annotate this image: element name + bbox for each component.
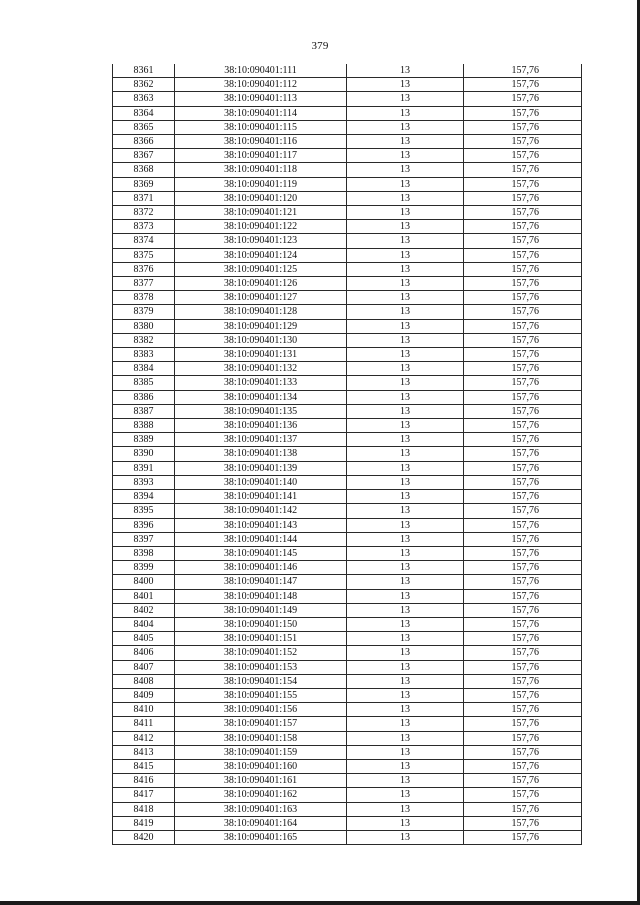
row-number-cell: 8406 xyxy=(113,646,175,660)
area-cell: 157,76 xyxy=(464,504,582,518)
quantity-cell: 13 xyxy=(347,561,464,575)
quantity-cell: 13 xyxy=(347,603,464,617)
quantity-cell: 13 xyxy=(347,78,464,92)
area-cell: 157,76 xyxy=(464,759,582,773)
row-number-cell: 8376 xyxy=(113,262,175,276)
area-cell: 157,76 xyxy=(464,291,582,305)
row-number-cell: 8361 xyxy=(113,64,175,78)
area-cell: 157,76 xyxy=(464,419,582,433)
cadastral-number-cell: 38:10:090401:127 xyxy=(175,291,347,305)
cadastral-number-cell: 38:10:090401:150 xyxy=(175,617,347,631)
quantity-cell: 13 xyxy=(347,64,464,78)
quantity-cell: 13 xyxy=(347,461,464,475)
data-table xyxy=(112,64,582,845)
area-cell: 157,76 xyxy=(464,120,582,134)
row-number-cell: 8408 xyxy=(113,674,175,688)
quantity-cell: 13 xyxy=(347,177,464,191)
quantity-cell: 13 xyxy=(347,120,464,134)
area-cell: 157,76 xyxy=(464,646,582,660)
quantity-cell: 13 xyxy=(347,745,464,759)
quantity-cell: 13 xyxy=(347,248,464,262)
quantity-cell: 13 xyxy=(347,816,464,830)
row-number-cell: 8404 xyxy=(113,617,175,631)
cadastral-number-cell: 38:10:090401:124 xyxy=(175,248,347,262)
table-row xyxy=(113,674,582,688)
row-number-cell: 8364 xyxy=(113,106,175,120)
table-row xyxy=(113,745,582,759)
cadastral-number-cell: 38:10:090401:151 xyxy=(175,632,347,646)
table-row xyxy=(113,688,582,702)
area-cell: 157,76 xyxy=(464,64,582,78)
table-row xyxy=(113,546,582,560)
cadastral-number-cell: 38:10:090401:158 xyxy=(175,731,347,745)
table-row xyxy=(113,518,582,532)
quantity-cell: 13 xyxy=(347,92,464,106)
area-cell: 157,76 xyxy=(464,362,582,376)
row-number-cell: 8362 xyxy=(113,78,175,92)
area-cell: 157,76 xyxy=(464,78,582,92)
cadastral-number-cell: 38:10:090401:145 xyxy=(175,546,347,560)
area-cell: 157,76 xyxy=(464,774,582,788)
cadastral-number-cell: 38:10:090401:111 xyxy=(175,64,347,78)
quantity-cell: 13 xyxy=(347,262,464,276)
row-number-cell: 8401 xyxy=(113,589,175,603)
quantity-cell: 13 xyxy=(347,532,464,546)
table-row xyxy=(113,163,582,177)
cadastral-number-cell: 38:10:090401:137 xyxy=(175,433,347,447)
table-row xyxy=(113,234,582,248)
cadastral-number-cell: 38:10:090401:157 xyxy=(175,717,347,731)
table-row xyxy=(113,461,582,475)
row-number-cell: 8383 xyxy=(113,348,175,362)
cadastral-number-cell: 38:10:090401:118 xyxy=(175,163,347,177)
cadastral-number-cell: 38:10:090401:152 xyxy=(175,646,347,660)
quantity-cell: 13 xyxy=(347,135,464,149)
quantity-cell: 13 xyxy=(347,703,464,717)
cadastral-number-cell: 38:10:090401:165 xyxy=(175,830,347,844)
cadastral-number-cell: 38:10:090401:154 xyxy=(175,674,347,688)
area-cell: 157,76 xyxy=(464,404,582,418)
quantity-cell: 13 xyxy=(347,220,464,234)
table-row xyxy=(113,774,582,788)
row-number-cell: 8366 xyxy=(113,135,175,149)
cadastral-number-cell: 38:10:090401:146 xyxy=(175,561,347,575)
row-number-cell: 8363 xyxy=(113,92,175,106)
quantity-cell: 13 xyxy=(347,660,464,674)
quantity-cell: 13 xyxy=(347,291,464,305)
cadastral-number-cell: 38:10:090401:153 xyxy=(175,660,347,674)
table-row xyxy=(113,106,582,120)
area-cell: 157,76 xyxy=(464,717,582,731)
cadastral-number-cell: 38:10:090401:159 xyxy=(175,745,347,759)
cadastral-number-cell: 38:10:090401:121 xyxy=(175,206,347,220)
cadastral-number-cell: 38:10:090401:162 xyxy=(175,788,347,802)
area-cell: 157,76 xyxy=(464,575,582,589)
cadastral-number-cell: 38:10:090401:123 xyxy=(175,234,347,248)
cadastral-number-cell: 38:10:090401:113 xyxy=(175,92,347,106)
quantity-cell: 13 xyxy=(347,490,464,504)
cadastral-number-cell: 38:10:090401:117 xyxy=(175,149,347,163)
area-cell: 157,76 xyxy=(464,191,582,205)
quantity-cell: 13 xyxy=(347,717,464,731)
quantity-cell: 13 xyxy=(347,319,464,333)
table-row xyxy=(113,816,582,830)
table-row xyxy=(113,475,582,489)
table-row xyxy=(113,759,582,773)
area-cell: 157,76 xyxy=(464,745,582,759)
area-cell: 157,76 xyxy=(464,830,582,844)
row-number-cell: 8398 xyxy=(113,546,175,560)
area-cell: 157,76 xyxy=(464,475,582,489)
area-cell: 157,76 xyxy=(464,461,582,475)
quantity-cell: 13 xyxy=(347,206,464,220)
row-number-cell: 8386 xyxy=(113,390,175,404)
table-row xyxy=(113,433,582,447)
quantity-cell: 13 xyxy=(347,774,464,788)
table-row xyxy=(113,319,582,333)
quantity-cell: 13 xyxy=(347,419,464,433)
area-cell: 157,76 xyxy=(464,731,582,745)
row-number-cell: 8415 xyxy=(113,759,175,773)
cadastral-number-cell: 38:10:090401:142 xyxy=(175,504,347,518)
row-number-cell: 8388 xyxy=(113,419,175,433)
area-cell: 157,76 xyxy=(464,262,582,276)
row-number-cell: 8382 xyxy=(113,333,175,347)
table-row xyxy=(113,717,582,731)
table-row xyxy=(113,561,582,575)
quantity-cell: 13 xyxy=(347,447,464,461)
cadastral-number-cell: 38:10:090401:115 xyxy=(175,120,347,134)
table-row xyxy=(113,419,582,433)
area-cell: 157,76 xyxy=(464,660,582,674)
table-row xyxy=(113,92,582,106)
area-cell: 157,76 xyxy=(464,617,582,631)
area-cell: 157,76 xyxy=(464,305,582,319)
cadastral-number-cell: 38:10:090401:126 xyxy=(175,277,347,291)
quantity-cell: 13 xyxy=(347,106,464,120)
row-number-cell: 8371 xyxy=(113,191,175,205)
row-number-cell: 8397 xyxy=(113,532,175,546)
table-row xyxy=(113,390,582,404)
area-cell: 157,76 xyxy=(464,319,582,333)
table-row xyxy=(113,603,582,617)
quantity-cell: 13 xyxy=(347,191,464,205)
scan-border-bottom xyxy=(0,901,640,905)
quantity-cell: 13 xyxy=(347,362,464,376)
table-row xyxy=(113,248,582,262)
table-row xyxy=(113,532,582,546)
row-number-cell: 8393 xyxy=(113,475,175,489)
table-row xyxy=(113,305,582,319)
table-row xyxy=(113,149,582,163)
row-number-cell: 8384 xyxy=(113,362,175,376)
quantity-cell: 13 xyxy=(347,802,464,816)
row-number-cell: 8373 xyxy=(113,220,175,234)
cadastral-number-cell: 38:10:090401:133 xyxy=(175,376,347,390)
area-cell: 157,76 xyxy=(464,518,582,532)
cadastral-number-cell: 38:10:090401:120 xyxy=(175,191,347,205)
quantity-cell: 13 xyxy=(347,731,464,745)
cadastral-number-cell: 38:10:090401:136 xyxy=(175,419,347,433)
row-number-cell: 8396 xyxy=(113,518,175,532)
quantity-cell: 13 xyxy=(347,646,464,660)
cadastral-number-cell: 38:10:090401:156 xyxy=(175,703,347,717)
row-number-cell: 8379 xyxy=(113,305,175,319)
area-cell: 157,76 xyxy=(464,802,582,816)
row-number-cell: 8399 xyxy=(113,561,175,575)
area-cell: 157,76 xyxy=(464,277,582,291)
row-number-cell: 8411 xyxy=(113,717,175,731)
row-number-cell: 8402 xyxy=(113,603,175,617)
cadastral-number-cell: 38:10:090401:122 xyxy=(175,220,347,234)
cadastral-number-cell: 38:10:090401:112 xyxy=(175,78,347,92)
cadastral-number-cell: 38:10:090401:149 xyxy=(175,603,347,617)
cadastral-number-cell: 38:10:090401:132 xyxy=(175,362,347,376)
area-cell: 157,76 xyxy=(464,220,582,234)
row-number-cell: 8385 xyxy=(113,376,175,390)
row-number-cell: 8405 xyxy=(113,632,175,646)
area-cell: 157,76 xyxy=(464,348,582,362)
table-row xyxy=(113,135,582,149)
quantity-cell: 13 xyxy=(347,632,464,646)
quantity-cell: 13 xyxy=(347,376,464,390)
cadastral-number-cell: 38:10:090401:130 xyxy=(175,333,347,347)
cadastral-number-cell: 38:10:090401:160 xyxy=(175,759,347,773)
table-row xyxy=(113,348,582,362)
row-number-cell: 8372 xyxy=(113,206,175,220)
quantity-cell: 13 xyxy=(347,277,464,291)
cadastral-number-cell: 38:10:090401:125 xyxy=(175,262,347,276)
table-body xyxy=(113,64,582,845)
table-row xyxy=(113,660,582,674)
area-cell: 157,76 xyxy=(464,603,582,617)
table-row xyxy=(113,333,582,347)
area-cell: 157,76 xyxy=(464,206,582,220)
cadastral-number-cell: 38:10:090401:134 xyxy=(175,390,347,404)
cadastral-number-cell: 38:10:090401:144 xyxy=(175,532,347,546)
area-cell: 157,76 xyxy=(464,788,582,802)
area-cell: 157,76 xyxy=(464,433,582,447)
cadastral-number-cell: 38:10:090401:155 xyxy=(175,688,347,702)
table-row xyxy=(113,802,582,816)
area-cell: 157,76 xyxy=(464,149,582,163)
row-number-cell: 8390 xyxy=(113,447,175,461)
area-cell: 157,76 xyxy=(464,106,582,120)
cadastral-number-cell: 38:10:090401:163 xyxy=(175,802,347,816)
cadastral-number-cell: 38:10:090401:135 xyxy=(175,404,347,418)
area-cell: 157,76 xyxy=(464,248,582,262)
table-row xyxy=(113,262,582,276)
area-cell: 157,76 xyxy=(464,390,582,404)
cadastral-number-cell: 38:10:090401:140 xyxy=(175,475,347,489)
cadastral-number-cell: 38:10:090401:129 xyxy=(175,319,347,333)
table-row xyxy=(113,376,582,390)
quantity-cell: 13 xyxy=(347,518,464,532)
table-row xyxy=(113,617,582,631)
area-cell: 157,76 xyxy=(464,561,582,575)
quantity-cell: 13 xyxy=(347,149,464,163)
area-cell: 157,76 xyxy=(464,546,582,560)
row-number-cell: 8389 xyxy=(113,433,175,447)
row-number-cell: 8374 xyxy=(113,234,175,248)
quantity-cell: 13 xyxy=(347,504,464,518)
cadastral-number-cell: 38:10:090401:161 xyxy=(175,774,347,788)
cadastral-number-cell: 38:10:090401:116 xyxy=(175,135,347,149)
table-row xyxy=(113,177,582,191)
area-cell: 157,76 xyxy=(464,177,582,191)
quantity-cell: 13 xyxy=(347,390,464,404)
row-number-cell: 8367 xyxy=(113,149,175,163)
row-number-cell: 8410 xyxy=(113,703,175,717)
cadastral-number-cell: 38:10:090401:164 xyxy=(175,816,347,830)
table-row xyxy=(113,120,582,134)
table-row xyxy=(113,731,582,745)
quantity-cell: 13 xyxy=(347,333,464,347)
quantity-cell: 13 xyxy=(347,688,464,702)
table-row xyxy=(113,589,582,603)
area-cell: 157,76 xyxy=(464,163,582,177)
area-cell: 157,76 xyxy=(464,816,582,830)
quantity-cell: 13 xyxy=(347,546,464,560)
row-number-cell: 8416 xyxy=(113,774,175,788)
quantity-cell: 13 xyxy=(347,348,464,362)
area-cell: 157,76 xyxy=(464,674,582,688)
quantity-cell: 13 xyxy=(347,617,464,631)
cadastral-number-cell: 38:10:090401:141 xyxy=(175,490,347,504)
table-row xyxy=(113,646,582,660)
table-row xyxy=(113,78,582,92)
table-row xyxy=(113,64,582,78)
area-cell: 157,76 xyxy=(464,447,582,461)
quantity-cell: 13 xyxy=(347,475,464,489)
row-number-cell: 8413 xyxy=(113,745,175,759)
area-cell: 157,76 xyxy=(464,632,582,646)
area-cell: 157,76 xyxy=(464,490,582,504)
row-number-cell: 8378 xyxy=(113,291,175,305)
table-row xyxy=(113,490,582,504)
row-number-cell: 8394 xyxy=(113,490,175,504)
table-row xyxy=(113,220,582,234)
cadastral-number-cell: 38:10:090401:148 xyxy=(175,589,347,603)
row-number-cell: 8412 xyxy=(113,731,175,745)
table-row xyxy=(113,191,582,205)
quantity-cell: 13 xyxy=(347,163,464,177)
row-number-cell: 8380 xyxy=(113,319,175,333)
quantity-cell: 13 xyxy=(347,674,464,688)
cadastral-number-cell: 38:10:090401:143 xyxy=(175,518,347,532)
cadastral-number-cell: 38:10:090401:119 xyxy=(175,177,347,191)
quantity-cell: 13 xyxy=(347,589,464,603)
area-cell: 157,76 xyxy=(464,333,582,347)
row-number-cell: 8400 xyxy=(113,575,175,589)
table-row xyxy=(113,632,582,646)
row-number-cell: 8407 xyxy=(113,660,175,674)
cadastral-number-cell: 38:10:090401:147 xyxy=(175,575,347,589)
quantity-cell: 13 xyxy=(347,404,464,418)
cadastral-number-cell: 38:10:090401:139 xyxy=(175,461,347,475)
cadastral-number-cell: 38:10:090401:131 xyxy=(175,348,347,362)
quantity-cell: 13 xyxy=(347,759,464,773)
quantity-cell: 13 xyxy=(347,575,464,589)
quantity-cell: 13 xyxy=(347,830,464,844)
table-row xyxy=(113,575,582,589)
row-number-cell: 8375 xyxy=(113,248,175,262)
row-number-cell: 8419 xyxy=(113,816,175,830)
table-row xyxy=(113,504,582,518)
quantity-cell: 13 xyxy=(347,305,464,319)
row-number-cell: 8391 xyxy=(113,461,175,475)
area-cell: 157,76 xyxy=(464,688,582,702)
row-number-cell: 8377 xyxy=(113,277,175,291)
quantity-cell: 13 xyxy=(347,433,464,447)
table-row xyxy=(113,291,582,305)
table-row xyxy=(113,703,582,717)
cadastral-number-cell: 38:10:090401:114 xyxy=(175,106,347,120)
quantity-cell: 13 xyxy=(347,234,464,248)
table-row xyxy=(113,447,582,461)
area-cell: 157,76 xyxy=(464,92,582,106)
area-cell: 157,76 xyxy=(464,376,582,390)
row-number-cell: 8365 xyxy=(113,120,175,134)
row-number-cell: 8409 xyxy=(113,688,175,702)
quantity-cell: 13 xyxy=(347,788,464,802)
area-cell: 157,76 xyxy=(464,532,582,546)
page-number: 379 xyxy=(311,40,329,52)
row-number-cell: 8369 xyxy=(113,177,175,191)
row-number-cell: 8417 xyxy=(113,788,175,802)
row-number-cell: 8387 xyxy=(113,404,175,418)
row-number-cell: 8368 xyxy=(113,163,175,177)
table-row xyxy=(113,404,582,418)
table-row xyxy=(113,788,582,802)
row-number-cell: 8420 xyxy=(113,830,175,844)
cadastral-number-cell: 38:10:090401:138 xyxy=(175,447,347,461)
row-number-cell: 8418 xyxy=(113,802,175,816)
area-cell: 157,76 xyxy=(464,135,582,149)
table-row xyxy=(113,830,582,844)
row-number-cell: 8395 xyxy=(113,504,175,518)
table-row xyxy=(113,206,582,220)
table-row xyxy=(113,362,582,376)
area-cell: 157,76 xyxy=(464,703,582,717)
area-cell: 157,76 xyxy=(464,234,582,248)
table-row xyxy=(113,277,582,291)
cadastral-number-cell: 38:10:090401:128 xyxy=(175,305,347,319)
area-cell: 157,76 xyxy=(464,589,582,603)
